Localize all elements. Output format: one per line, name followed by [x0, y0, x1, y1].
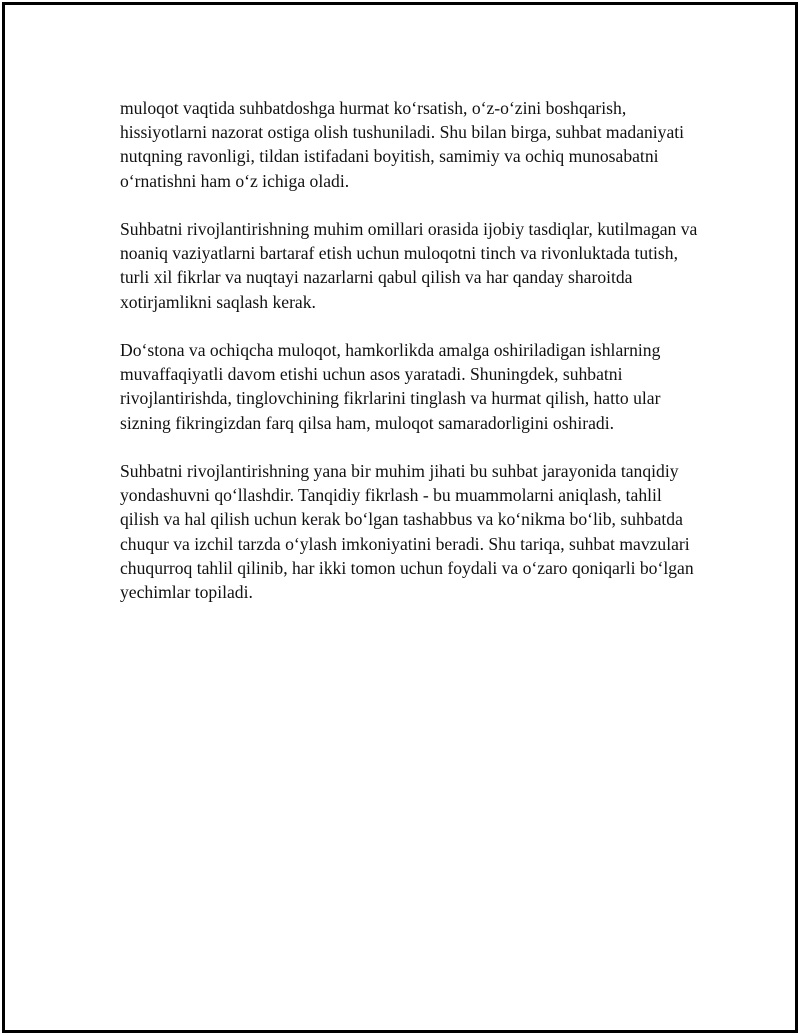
paragraph-1: muloqot vaqtida suhbatdoshga hurmat ko‘rsatish, o‘z-o‘zini boshqarish, hissiyotlarni nazorat ostiga olish tushuniladi. Shu bilan birga, suhbat madaniyati nutqning ravonligi, tildan istifadani boyitish, samimiy va ochiq munosabatni o‘rnatishni ham o‘z ichiga oladi. [120, 98, 685, 191]
document-body [120, 96, 700, 628]
document-page [2, 2, 798, 1033]
paragraph-2: Suhbatni rivojlantirishning muhim omillari orasida ijobiy tasdiqlar, kutilmagan va noaniq vaziyatlarni bartaraf etish uchun muloqotni tinch va rivonluktada tutish, turli xil fikrlar va nuqtayi nazarlarni qabul qilish va har qanday sharoitda xotirjamlikni saqlash kerak. [120, 219, 698, 312]
paragraph-3: Do‘stona va ochiqcha muloqot, hamkorlikda amalga oshiriladigan ishlarning muvaffaqiyatli davom etishi uchun asos yaratadi. Shuningdek, suhbatni rivojlantirishda, tinglovchining fikrlarini tinglash va hurmat qilish, hatto ular sizning fikringizdan farq qilsa ham, muloqot samaradorligini oshiradi. [120, 340, 661, 433]
paragraph-4: Suhbatni rivojlantirishning yana bir muhim jihati bu suhbat jarayonida tanqidiy yondashuvni qo‘llashdir. Tanqidiy fikrlash - bu muammolarni aniqlash, tahlil qilish va hal qilish uchun kerak bo‘lgan tashabbus va ko‘nikma bo‘lib, suhbatda chuqur va izchil tarzda o‘ylash imkoniyatini beradi. Shu tariqa, suhbat mavzulari chuqurroq tahlil qilinib, har ikki tomon uchun foydali va o‘zaro qoniqarli bo‘lgan yechimlar topiladi. [120, 461, 694, 603]
